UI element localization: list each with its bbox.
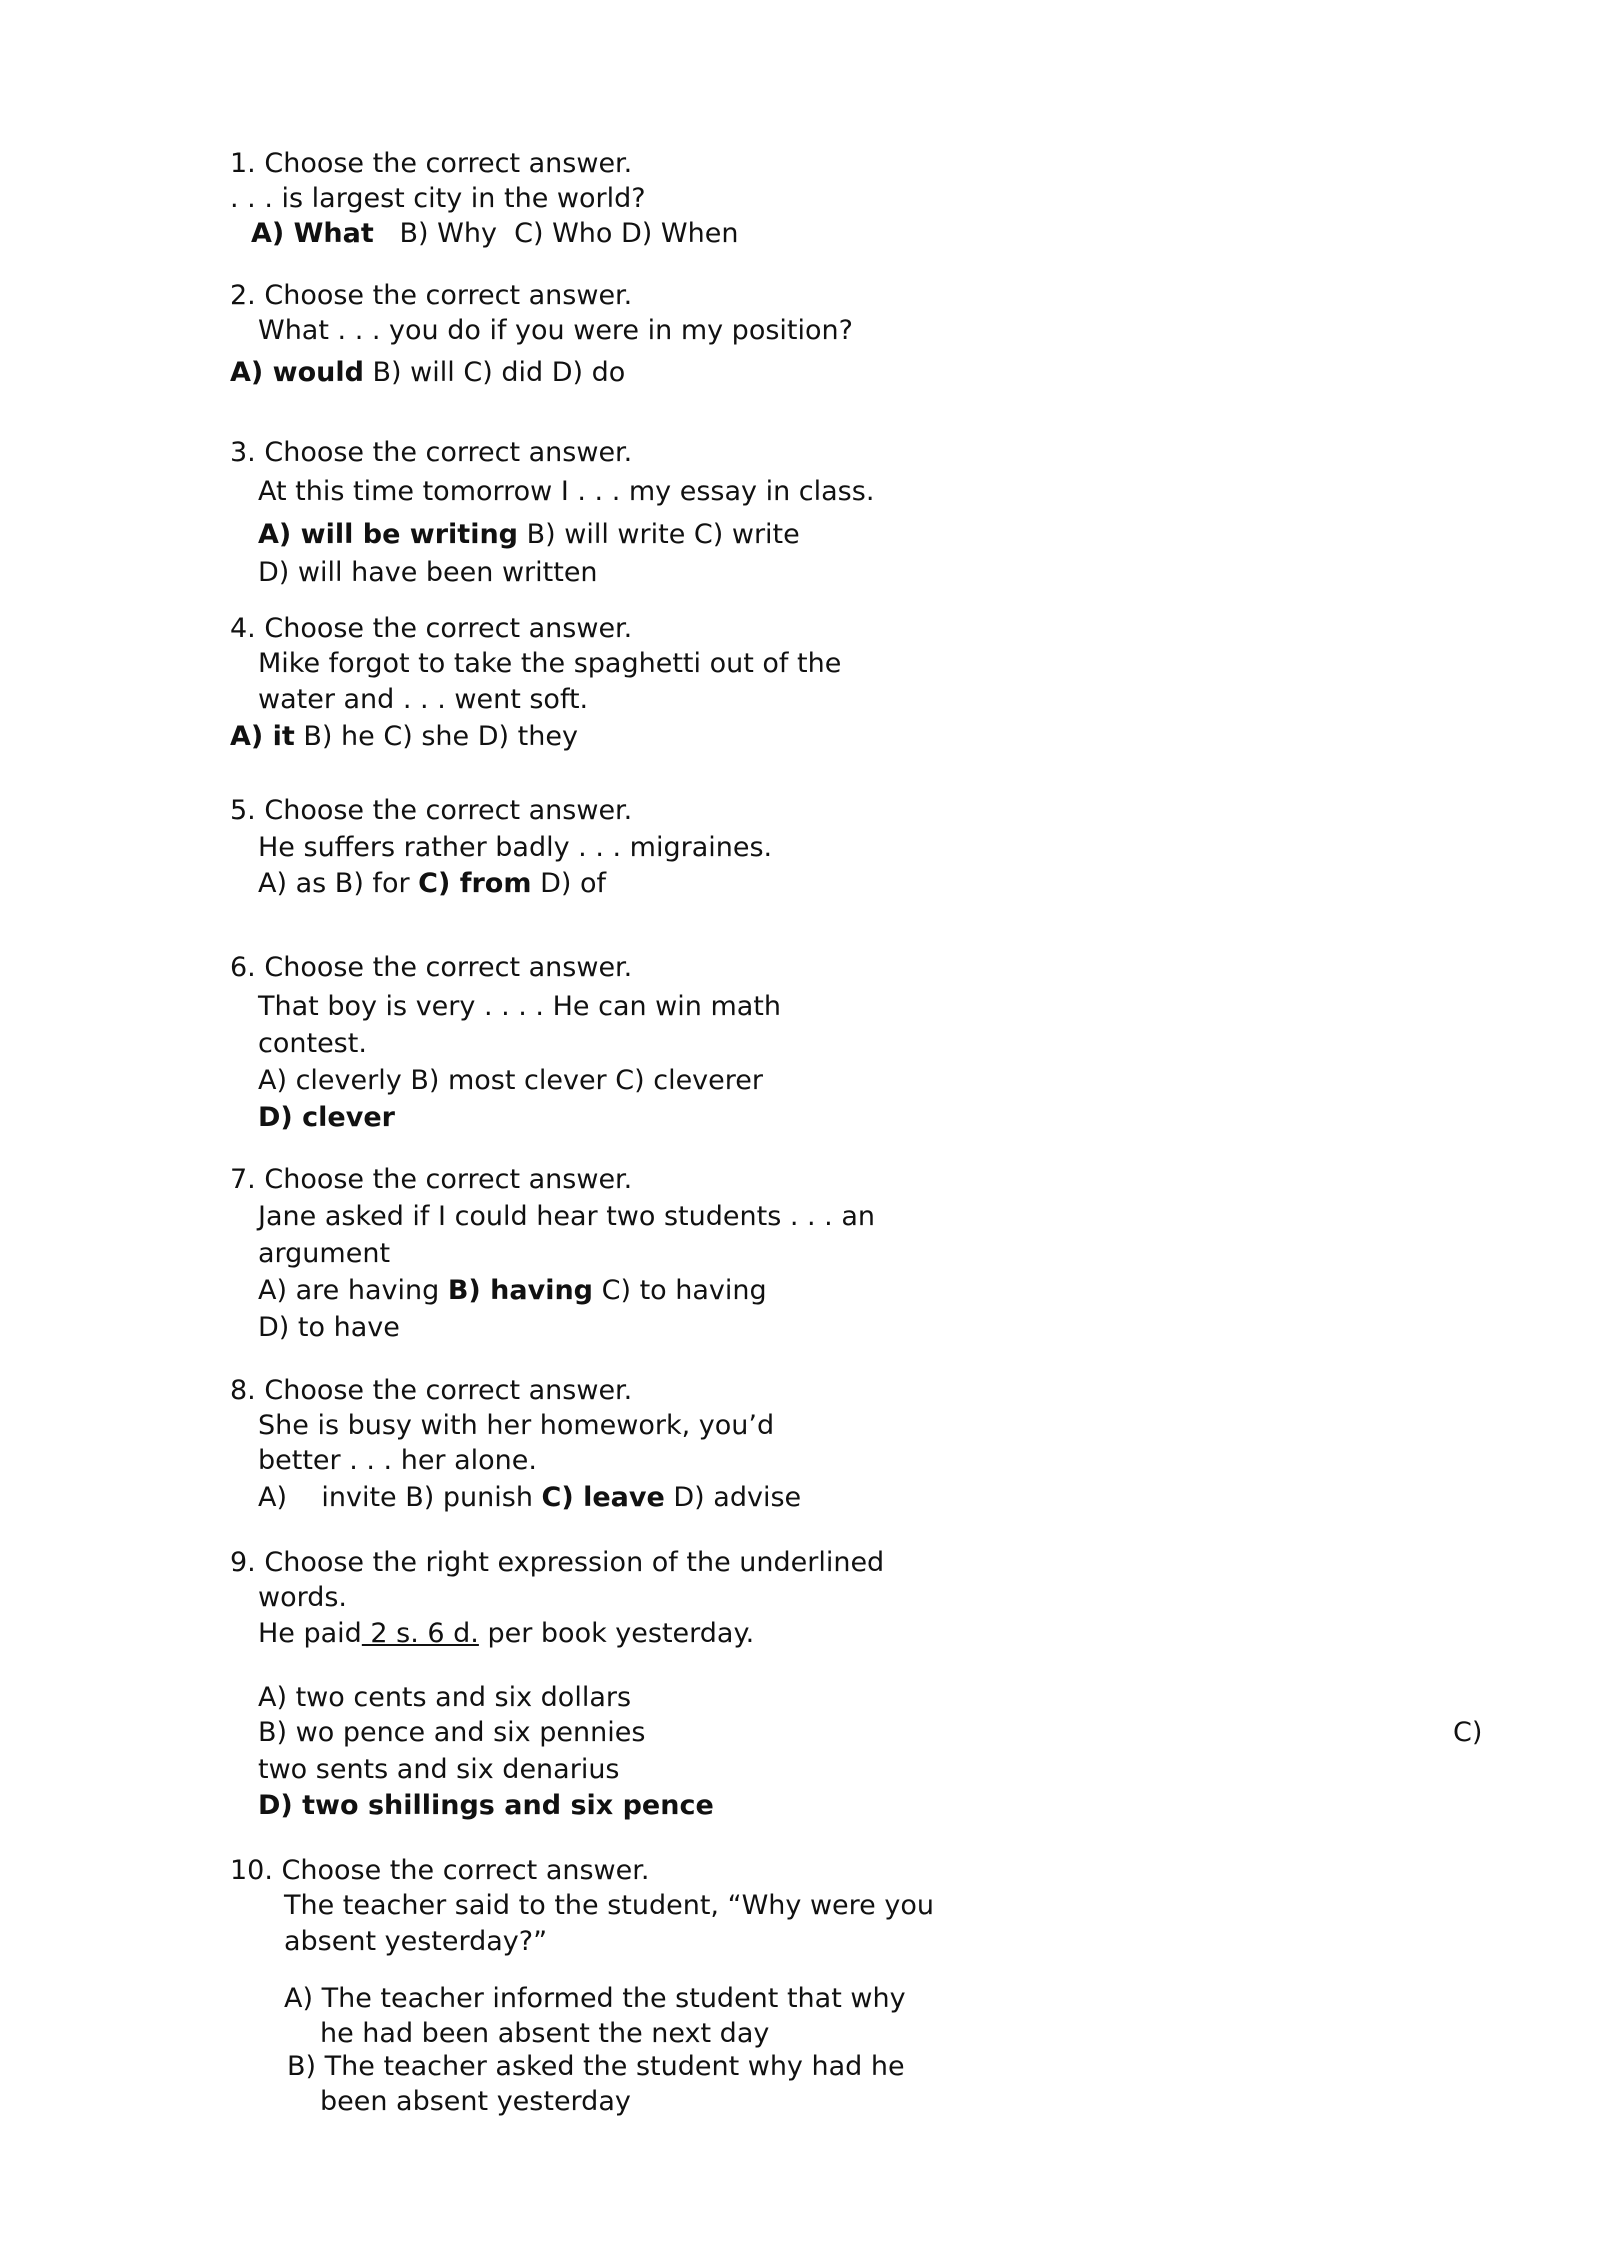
q4-stem-line2: water and . . . went soft. (258, 684, 589, 715)
q2-options (230, 356, 625, 390)
q7-options-line1 (258, 1274, 767, 1308)
q7-heading (230, 1163, 632, 1197)
q1-option-d: D) When (621, 218, 739, 249)
q7-option-a: A) are having (258, 1275, 440, 1306)
q9-instruction-line2: words. (258, 1582, 348, 1613)
q7-instruction: Choose the correct answer. (264, 1164, 633, 1195)
q10-instruction: Choose the correct answer. (281, 1855, 650, 1886)
q4-option-d: D) they (477, 721, 578, 752)
q2-number: 2. (230, 280, 256, 311)
q9-option-a: A) two cents and six dollars (258, 1682, 632, 1713)
q3-instruction: Choose the correct answer. (264, 437, 633, 468)
q8-heading (230, 1374, 632, 1408)
q5-option-d: D) of (540, 868, 606, 899)
q9-heading (230, 1546, 884, 1580)
q9-option-b: B) wo pence and six pennies (258, 1717, 646, 1748)
q10-option-b-cont: been absent yesterday (320, 2086, 631, 2117)
q8-options (258, 1481, 801, 1515)
q10-option-b: B) The teacher asked the student why had he (287, 2051, 905, 2082)
q8-number: 8. (230, 1375, 256, 1406)
q3-option-b: B) will write (526, 519, 686, 550)
q10-option-a-cont: he had been absent the next day (320, 2018, 770, 2049)
q6-instruction: Choose the correct answer. (264, 952, 633, 983)
q3-number: 3. (230, 437, 256, 468)
q5-stem: He suffers rather badly . . . migraines. (258, 832, 773, 863)
q3-stem: At this time tomorrow I . . . my essay in class. (258, 476, 875, 507)
q4-heading (230, 612, 632, 646)
q9-stem-before: He paid (258, 1618, 362, 1649)
q5-number: 5. (230, 795, 256, 826)
q2-heading (230, 279, 632, 313)
q10-option-a: A) The teacher informed the student that why (284, 1983, 906, 2014)
q6-stem-line1: That boy is very . . . . He can win math (258, 991, 782, 1022)
q7-stem-line2: argument (258, 1238, 391, 1269)
q4-instruction: Choose the correct answer. (264, 613, 633, 644)
q4-stem-line1: Mike forgot to take the spaghetti out of the (258, 648, 842, 679)
q9-option-c: C) (1453, 1717, 1483, 1748)
q3-heading (230, 436, 632, 470)
q8-option-b: B) punish (405, 1482, 533, 1513)
q6-heading (230, 951, 632, 985)
q5-options (258, 867, 606, 901)
q5-option-a: A) as (258, 868, 327, 899)
q1-option-b: B) Why (399, 218, 497, 249)
q3-option-c: C) write (693, 519, 800, 550)
q1-option-a: A) What (251, 218, 374, 249)
q2-option-c: C) did (463, 357, 544, 388)
q9-instruction-line1: Choose the right expression of the underlined (264, 1547, 885, 1578)
q1-number: 1. (230, 148, 256, 179)
q6-option-c: C) cleverer (615, 1065, 763, 1096)
q7-option-d: D) to have (258, 1312, 400, 1343)
q1-stem: . . . is largest city in the world? (230, 183, 646, 214)
q6-option-b: B) most clever (410, 1065, 607, 1096)
q4-options (230, 720, 578, 754)
q10-number: 10. (230, 1855, 273, 1886)
q2-instruction: Choose the correct answer. (264, 280, 633, 311)
q9-stem-after: per book yesterday. (478, 1618, 755, 1649)
q6-option-a: A) cleverly (258, 1065, 402, 1096)
q1-options (251, 217, 738, 251)
q7-number: 7. (230, 1164, 256, 1195)
q8-option-c: C) leave (541, 1482, 665, 1513)
q2-stem: What . . . you do if you were in my position? (258, 315, 853, 346)
q2-option-a: A) would (230, 357, 364, 388)
q10-heading (230, 1854, 649, 1888)
q7-stem-line1: Jane asked if I could hear two students . . . an (258, 1201, 876, 1232)
q8-stem-line1: She is busy with her homework, you’d (258, 1410, 775, 1441)
q5-option-b: B) for (334, 868, 410, 899)
q8-instruction: Choose the correct answer. (264, 1375, 633, 1406)
q8-option-a: A) (258, 1482, 288, 1513)
q5-heading (230, 794, 632, 828)
q1-instruction: Choose the correct answer. (264, 148, 633, 179)
q6-options-line1 (258, 1064, 763, 1098)
q6-option-d: D) clever (258, 1102, 395, 1133)
q4-number: 4. (230, 613, 256, 644)
q4-option-a: A) it (230, 721, 295, 752)
q7-option-b: B) having (447, 1275, 593, 1306)
q8-option-a-text: invite (321, 1482, 397, 1513)
q2-option-b: B) will (372, 357, 455, 388)
q6-stem-line2: contest. (258, 1028, 367, 1059)
q10-stem-line2: absent yesterday?” (284, 1926, 548, 1957)
q3-options-line1 (258, 518, 800, 552)
q4-option-b: B) he (303, 721, 375, 752)
q5-instruction: Choose the correct answer. (264, 795, 633, 826)
q5-option-c: C) from (418, 868, 532, 899)
q7-option-c: C) to having (601, 1275, 767, 1306)
q4-option-c: C) she (383, 721, 470, 752)
q3-option-d: D) will have been written (258, 557, 598, 588)
q9-option-d: D) two shillings and six pence (258, 1790, 714, 1821)
q8-option-d: D) advise (673, 1482, 802, 1513)
q1-heading (230, 147, 632, 181)
q6-number: 6. (230, 952, 256, 983)
q3-option-a: A) will be writing (258, 519, 519, 550)
q9-stem (258, 1617, 754, 1651)
q10-stem-line1: The teacher said to the student, “Why were you (284, 1890, 934, 1921)
q8-stem-line2: better . . . her alone. (258, 1445, 537, 1476)
q2-option-d: D) do (551, 357, 626, 388)
q9-number: 9. (230, 1547, 256, 1578)
q1-option-c: C) Who (514, 218, 613, 249)
q9-stem-underlined: 2 s. 6 d. (361, 1618, 479, 1649)
q9-option-c-text: two sents and six denarius (258, 1754, 620, 1785)
